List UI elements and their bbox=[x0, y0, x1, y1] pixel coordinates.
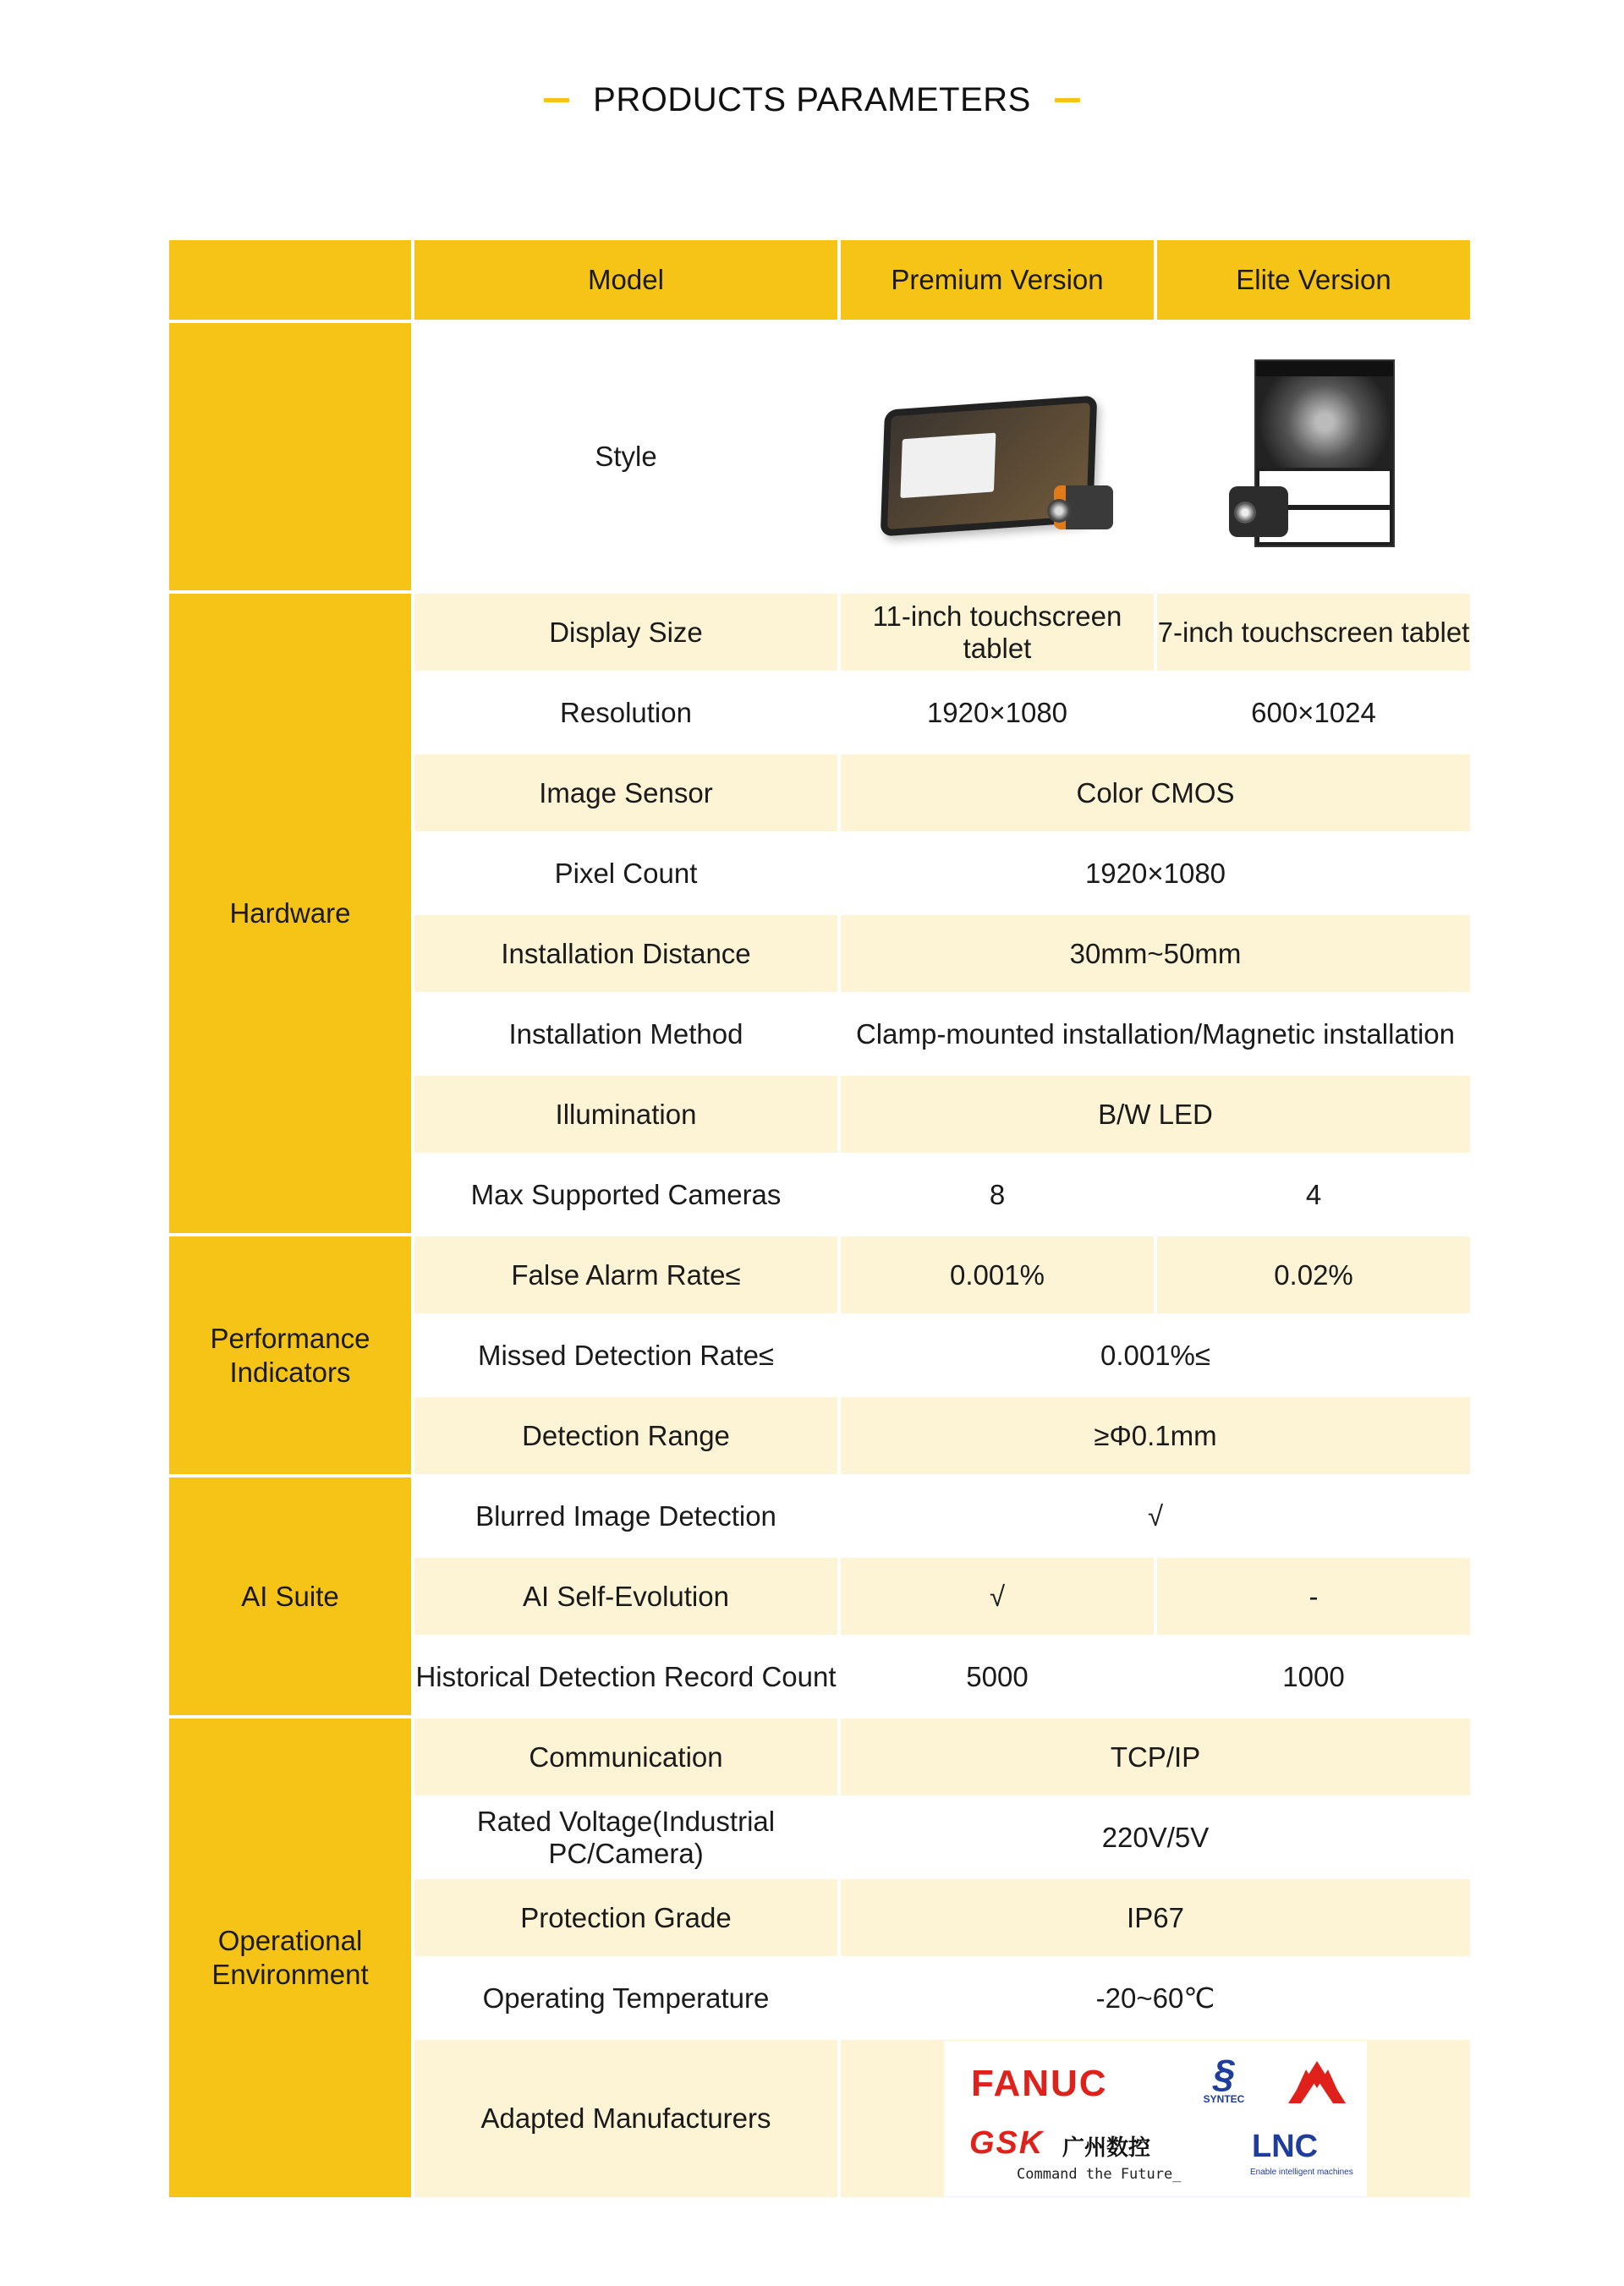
category-performance: Performance Indicators bbox=[169, 1236, 411, 1474]
shared-value: ≥Φ0.1mm bbox=[841, 1397, 1470, 1474]
param-label: Communication bbox=[414, 1719, 837, 1795]
premium-value: 1920×1080 bbox=[841, 674, 1154, 751]
gsk-slogan: Command the Future_ bbox=[1017, 2166, 1182, 2183]
premium-value: 11-inch touchscreen tablet bbox=[841, 594, 1154, 671]
param-label: Illumination bbox=[414, 1076, 837, 1153]
elite-value: 600×1024 bbox=[1157, 674, 1470, 751]
fanuc-logo: FANUC bbox=[971, 2063, 1108, 2104]
shared-value: Color CMOS bbox=[841, 754, 1470, 831]
shared-value: √ bbox=[841, 1477, 1470, 1554]
lnc-logo: LNC bbox=[1252, 2129, 1319, 2164]
premium-value: 8 bbox=[841, 1156, 1154, 1233]
device-illustration bbox=[1229, 359, 1398, 554]
param-label: Historical Detection Record Count bbox=[414, 1638, 837, 1715]
table-row bbox=[169, 594, 1470, 671]
mitsubishi-diamonds-icon bbox=[1287, 2061, 1347, 2108]
table-header-row bbox=[169, 240, 1470, 320]
premium-value: 0.001% bbox=[841, 1236, 1154, 1313]
shared-value: TCP/IP bbox=[841, 1719, 1470, 1795]
param-label: Installation Method bbox=[414, 995, 837, 1072]
param-label: Protection Grade bbox=[414, 1879, 837, 1956]
category-ai-suite: AI Suite bbox=[169, 1477, 411, 1715]
manufacturer-logos bbox=[944, 2041, 1367, 2196]
elite-product-image bbox=[1157, 323, 1470, 590]
syntec-s-icon: § bbox=[1213, 2052, 1235, 2096]
shared-value: 220V/5V bbox=[841, 1799, 1470, 1876]
param-label: Detection Range bbox=[414, 1397, 837, 1474]
param-label: Style bbox=[414, 323, 837, 590]
shared-value: B/W LED bbox=[841, 1076, 1470, 1153]
param-label: Installation Distance bbox=[414, 915, 837, 992]
camera-lens-icon bbox=[1047, 499, 1071, 523]
shared-value: 1920×1080 bbox=[841, 835, 1470, 912]
table-row bbox=[169, 323, 1470, 590]
elite-value: 7-inch touchscreen tablet bbox=[1157, 594, 1470, 671]
title-dash-left bbox=[544, 98, 569, 102]
param-label: Image Sensor bbox=[414, 754, 837, 831]
table-row bbox=[169, 1236, 1470, 1313]
shared-value: 0.001%≤ bbox=[841, 1317, 1470, 1394]
header-model: Model bbox=[414, 240, 837, 320]
header-premium: Premium Version bbox=[841, 240, 1154, 320]
param-label: Resolution bbox=[414, 674, 837, 751]
shared-value: Clamp-mounted installation/Magnetic installation bbox=[841, 995, 1470, 1072]
lnc-tagline: Enable intelligent machines bbox=[1250, 2168, 1353, 2177]
shared-value: IP67 bbox=[841, 1879, 1470, 1956]
title-dash-right bbox=[1055, 98, 1080, 102]
elite-value: - bbox=[1157, 1558, 1470, 1635]
page-title-block bbox=[0, 81, 1624, 119]
param-label: Blurred Image Detection bbox=[414, 1477, 837, 1554]
manufacturer-logos-cell bbox=[841, 2040, 1470, 2197]
header-blank bbox=[169, 240, 411, 320]
param-label: Adapted Manufacturers bbox=[414, 2040, 837, 2197]
param-label: Rated Voltage(Industrial PC/Camera) bbox=[414, 1799, 837, 1876]
category-environment: Operational Environment bbox=[169, 1719, 411, 2197]
param-label: False Alarm Rate≤ bbox=[414, 1236, 837, 1313]
param-label: AI Self-Evolution bbox=[414, 1558, 837, 1635]
elite-value: 1000 bbox=[1157, 1638, 1470, 1715]
tablet-illustration bbox=[875, 372, 1120, 541]
premium-value: 5000 bbox=[841, 1638, 1154, 1715]
table-row bbox=[169, 1719, 1470, 1795]
gsk-chinese-name: 广州数控 bbox=[1062, 2135, 1151, 2160]
elite-value: 4 bbox=[1157, 1156, 1470, 1233]
syntec-text: SYNTEC bbox=[1203, 2093, 1245, 2105]
gsk-logo: GSK bbox=[969, 2125, 1045, 2161]
category-hardware: Hardware bbox=[169, 594, 411, 1233]
shared-value: -20~60℃ bbox=[841, 1960, 1470, 2037]
premium-product-image bbox=[841, 323, 1154, 590]
camera-lens-icon bbox=[1234, 502, 1256, 524]
param-label: Display Size bbox=[414, 594, 837, 671]
syntec-logo bbox=[1194, 2054, 1254, 2105]
premium-value: √ bbox=[841, 1558, 1154, 1635]
param-label: Max Supported Cameras bbox=[414, 1156, 837, 1233]
table-row bbox=[169, 1477, 1470, 1554]
category-blank bbox=[169, 323, 411, 590]
param-label: Pixel Count bbox=[414, 835, 837, 912]
shared-value: 30mm~50mm bbox=[841, 915, 1470, 992]
param-label: Operating Temperature bbox=[414, 1960, 837, 2037]
parameters-table bbox=[166, 237, 1473, 2201]
elite-value: 0.02% bbox=[1157, 1236, 1470, 1313]
page-title: PRODUCTS PARAMETERS bbox=[593, 81, 1031, 118]
param-label: Missed Detection Rate≤ bbox=[414, 1317, 837, 1394]
header-elite: Elite Version bbox=[1157, 240, 1470, 320]
